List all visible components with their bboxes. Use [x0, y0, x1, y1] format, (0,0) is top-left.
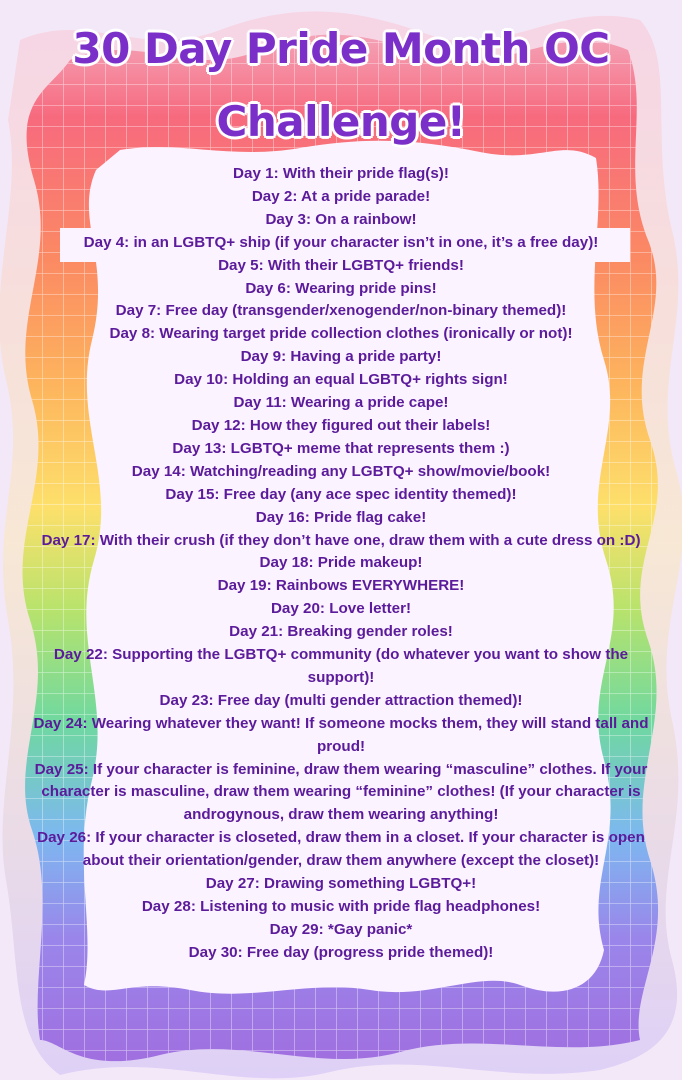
- list-item-day-23: Day 23: Free day (multi gender attraction themed)!: [159, 691, 523, 709]
- list-item-day-22: Day 22: Supporting the LGBTQ+ community (do whatever you want to show the support)!: [53, 646, 629, 686]
- list-item-day-13: Day 13: LGBTQ+ meme that represents them :): [172, 439, 510, 457]
- page-title-line-1: 30 Day Pride Month OC: [72, 24, 610, 73]
- list-item-day-15: Day 15: Free day (any ace spec identity themed)!: [165, 485, 517, 503]
- list-item-day-21: Day 21: Breaking gender roles!: [229, 623, 453, 641]
- list-item-day-5: Day 5: With their LGBTQ+ friends!: [218, 256, 464, 274]
- list-item-day-20: Day 20: Love letter!: [270, 600, 412, 618]
- list-item-day-18: Day 18: Pride makeup!: [259, 554, 423, 572]
- list-item-day-8: Day 8: Wearing target pride collection clothes (ironically or not)!: [109, 325, 573, 343]
- list-item-day-2: Day 2: At a pride parade!: [251, 187, 431, 205]
- list-item-day-17: Day 17: With their crush (if they don’t have one, draw them with a cute dress on :D): [41, 531, 641, 549]
- list-item-day-4: Day 4: in an LGBTQ+ ship (if your character isn’t in one, it’s a free day)!: [83, 233, 599, 251]
- list-item-day-19: Day 19: Rainbows EVERYWHERE!: [217, 577, 465, 595]
- list-item-day-10: Day 10: Holding an equal LGBTQ+ rights sign!: [174, 371, 508, 389]
- list-item-day-27: Day 27: Drawing something LGBTQ+!: [205, 875, 477, 893]
- list-item-day-1: Day 1: With their pride flag(s)!: [233, 165, 449, 182]
- list-item-day-26: Day 26: If your character is closeted, draw them in a closet. If your character is open about their orientation/gender, draw them anywhere (except the closet)!: [37, 829, 645, 870]
- list-item-day-7: Day 7: Free day (transgender/xenogender/non-binary themed)!: [115, 302, 567, 320]
- list-item-day-3: Day 3: On a rainbow!: [265, 210, 417, 228]
- list-item-day-25: Day 25: If your character is feminine, draw them wearing “masculine” clothes. If your character is masculine, draw them wearing “feminine” clothes! (If your character is androgynous, draw them wearing anything!: [34, 760, 648, 824]
- list-item-day-24: Day 24: Wearing whatever they want! If someone mocks them, they will stand tall and proud!: [33, 714, 649, 755]
- list-item-day-12: Day 12: How they figured out their labels!: [191, 416, 491, 434]
- list-item-day-14: Day 14: Watching/reading any LGBTQ+ show/movie/book!: [131, 462, 551, 480]
- list-item-day-28: Day 28: Listening to music with pride flag headphones!: [141, 898, 541, 915]
- list-item-day-30: Day 30: Free day (progress pride themed)!: [188, 943, 494, 961]
- challenge-day-list: [20, 163, 662, 965]
- page-title-line-2: Challenge!: [216, 97, 466, 146]
- list-item-day-16: Day 16: Pride flag cake!: [255, 508, 427, 526]
- list-item-day-29: Day 29: *Gay panic*: [269, 920, 413, 938]
- list-item-day-11: Day 11: Wearing a pride cape!: [233, 394, 449, 412]
- list-item-day-9: Day 9: Having a pride party!: [240, 348, 442, 366]
- list-item-day-6: Day 6: Wearing pride pins!: [245, 279, 437, 297]
